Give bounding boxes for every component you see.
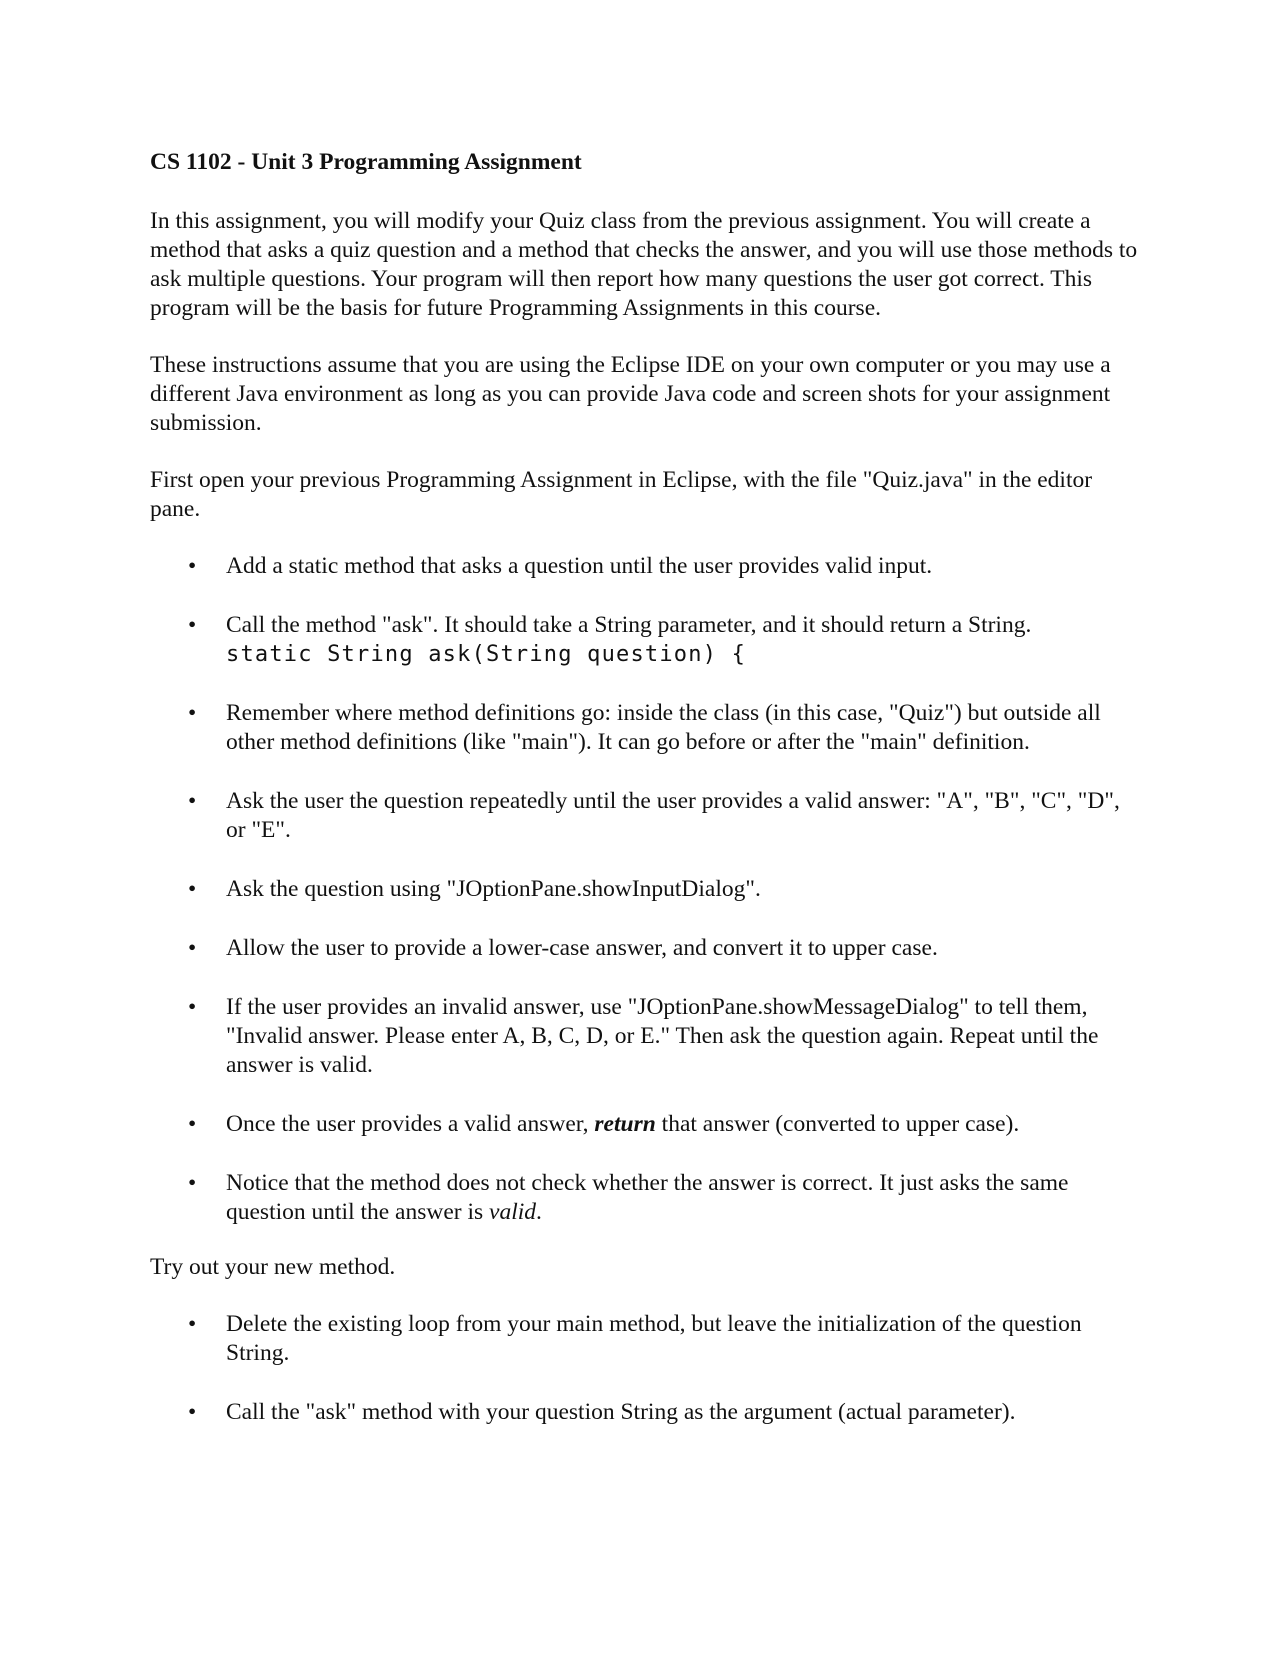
- bullet-icon: •: [188, 994, 197, 1020]
- list-item: [150, 787, 1140, 845]
- try-out-instructions-list: [150, 1310, 1140, 1427]
- method-instructions-list: [150, 552, 1140, 1227]
- list-item-text: Add a static method that asks a question until the user provides valid input.: [226, 553, 933, 579]
- bullet-icon: •: [188, 612, 197, 638]
- first-step-paragraph: First open your previous Programming Assignment in Eclipse, with the file "Quiz.java" in the editor pane.: [150, 467, 1093, 522]
- text-segment: .: [536, 1199, 542, 1225]
- list-item: [150, 1398, 1140, 1427]
- emphasized-term: valid: [489, 1199, 537, 1225]
- code-snippet: static String ask(String question) {: [226, 642, 747, 667]
- list-item-text: Ask the user the question repeatedly until the user provides a valid answer: "A", "B", "C", "D", or "E".: [226, 788, 1120, 843]
- text-segment: that answer (converted to upper case).: [655, 1111, 1020, 1137]
- list-item-text: Allow the user to provide a lower-case answer, and convert it to upper case.: [226, 935, 938, 961]
- assumptions-paragraph: These instructions assume that you are using the Eclipse IDE on your own computer or you may use a different Java environment as long as you can provide Java code and screen shots for your assignment submission.: [150, 352, 1111, 436]
- emphasized-term: return: [594, 1111, 656, 1137]
- bullet-icon: •: [188, 553, 197, 579]
- list-item-text: Ask the question using "JOptionPane.showInputDialog".: [226, 876, 761, 902]
- list-item: [150, 699, 1140, 757]
- bullet-icon: •: [188, 1311, 197, 1337]
- list-item: [150, 1310, 1140, 1368]
- bullet-icon: •: [188, 1111, 197, 1137]
- text-segment: Notice that the method does not check whether the answer is correct. It just asks the same question until the answer is: [226, 1170, 1069, 1225]
- list-item: [150, 934, 1140, 963]
- intro-paragraph: In this assignment, you will modify your Quiz class from the previous assignment. You will create a method that asks a quiz question and a method that checks the answer, and you will use those methods to ask multiple questions. Your program will then report how many questions the user got correct. This program will be the basis for future Programming Assignments in this course.: [150, 208, 1138, 321]
- list-item: [150, 1110, 1140, 1139]
- list-item-text: Remember where method definitions go: inside the class (in this case, "Quiz") but outside all other method definitions (like "main"). It can go before or after the "main" definition.: [226, 700, 1101, 755]
- document-title: CS 1102 - Unit 3 Programming Assignment: [150, 149, 582, 175]
- try-out-paragraph: Try out your new method.: [150, 1254, 396, 1280]
- list-item: [150, 875, 1140, 904]
- list-item-text: Call the "ask" method with your question String as the argument (actual parameter).: [226, 1399, 1016, 1425]
- list-item: [150, 611, 1140, 669]
- bullet-icon: •: [188, 1170, 197, 1196]
- list-item: [150, 993, 1140, 1080]
- list-item: [150, 1169, 1140, 1227]
- list-item-text: If the user provides an invalid answer, use "JOptionPane.showMessageDialog" to tell them, "Invalid answer. Please enter A, B, C, D, or E." Then ask the question again. Repeat until the answer is valid.: [226, 994, 1099, 1078]
- list-item: [150, 552, 1140, 581]
- bullet-icon: •: [188, 700, 197, 726]
- list-item-text: [226, 1111, 1019, 1137]
- bullet-icon: •: [188, 876, 197, 902]
- bullet-icon: •: [188, 935, 197, 961]
- list-item-text: Call the method "ask". It should take a String parameter, and it should return a String.: [226, 612, 1032, 638]
- list-item-text: Delete the existing loop from your main method, but leave the initialization of the question String.: [226, 1311, 1082, 1366]
- list-item-text: [226, 1170, 1068, 1225]
- bullet-icon: •: [188, 788, 197, 814]
- document-page: [150, 148, 1140, 1453]
- text-segment: Once the user provides a valid answer,: [226, 1111, 595, 1137]
- bullet-icon: •: [188, 1399, 197, 1425]
